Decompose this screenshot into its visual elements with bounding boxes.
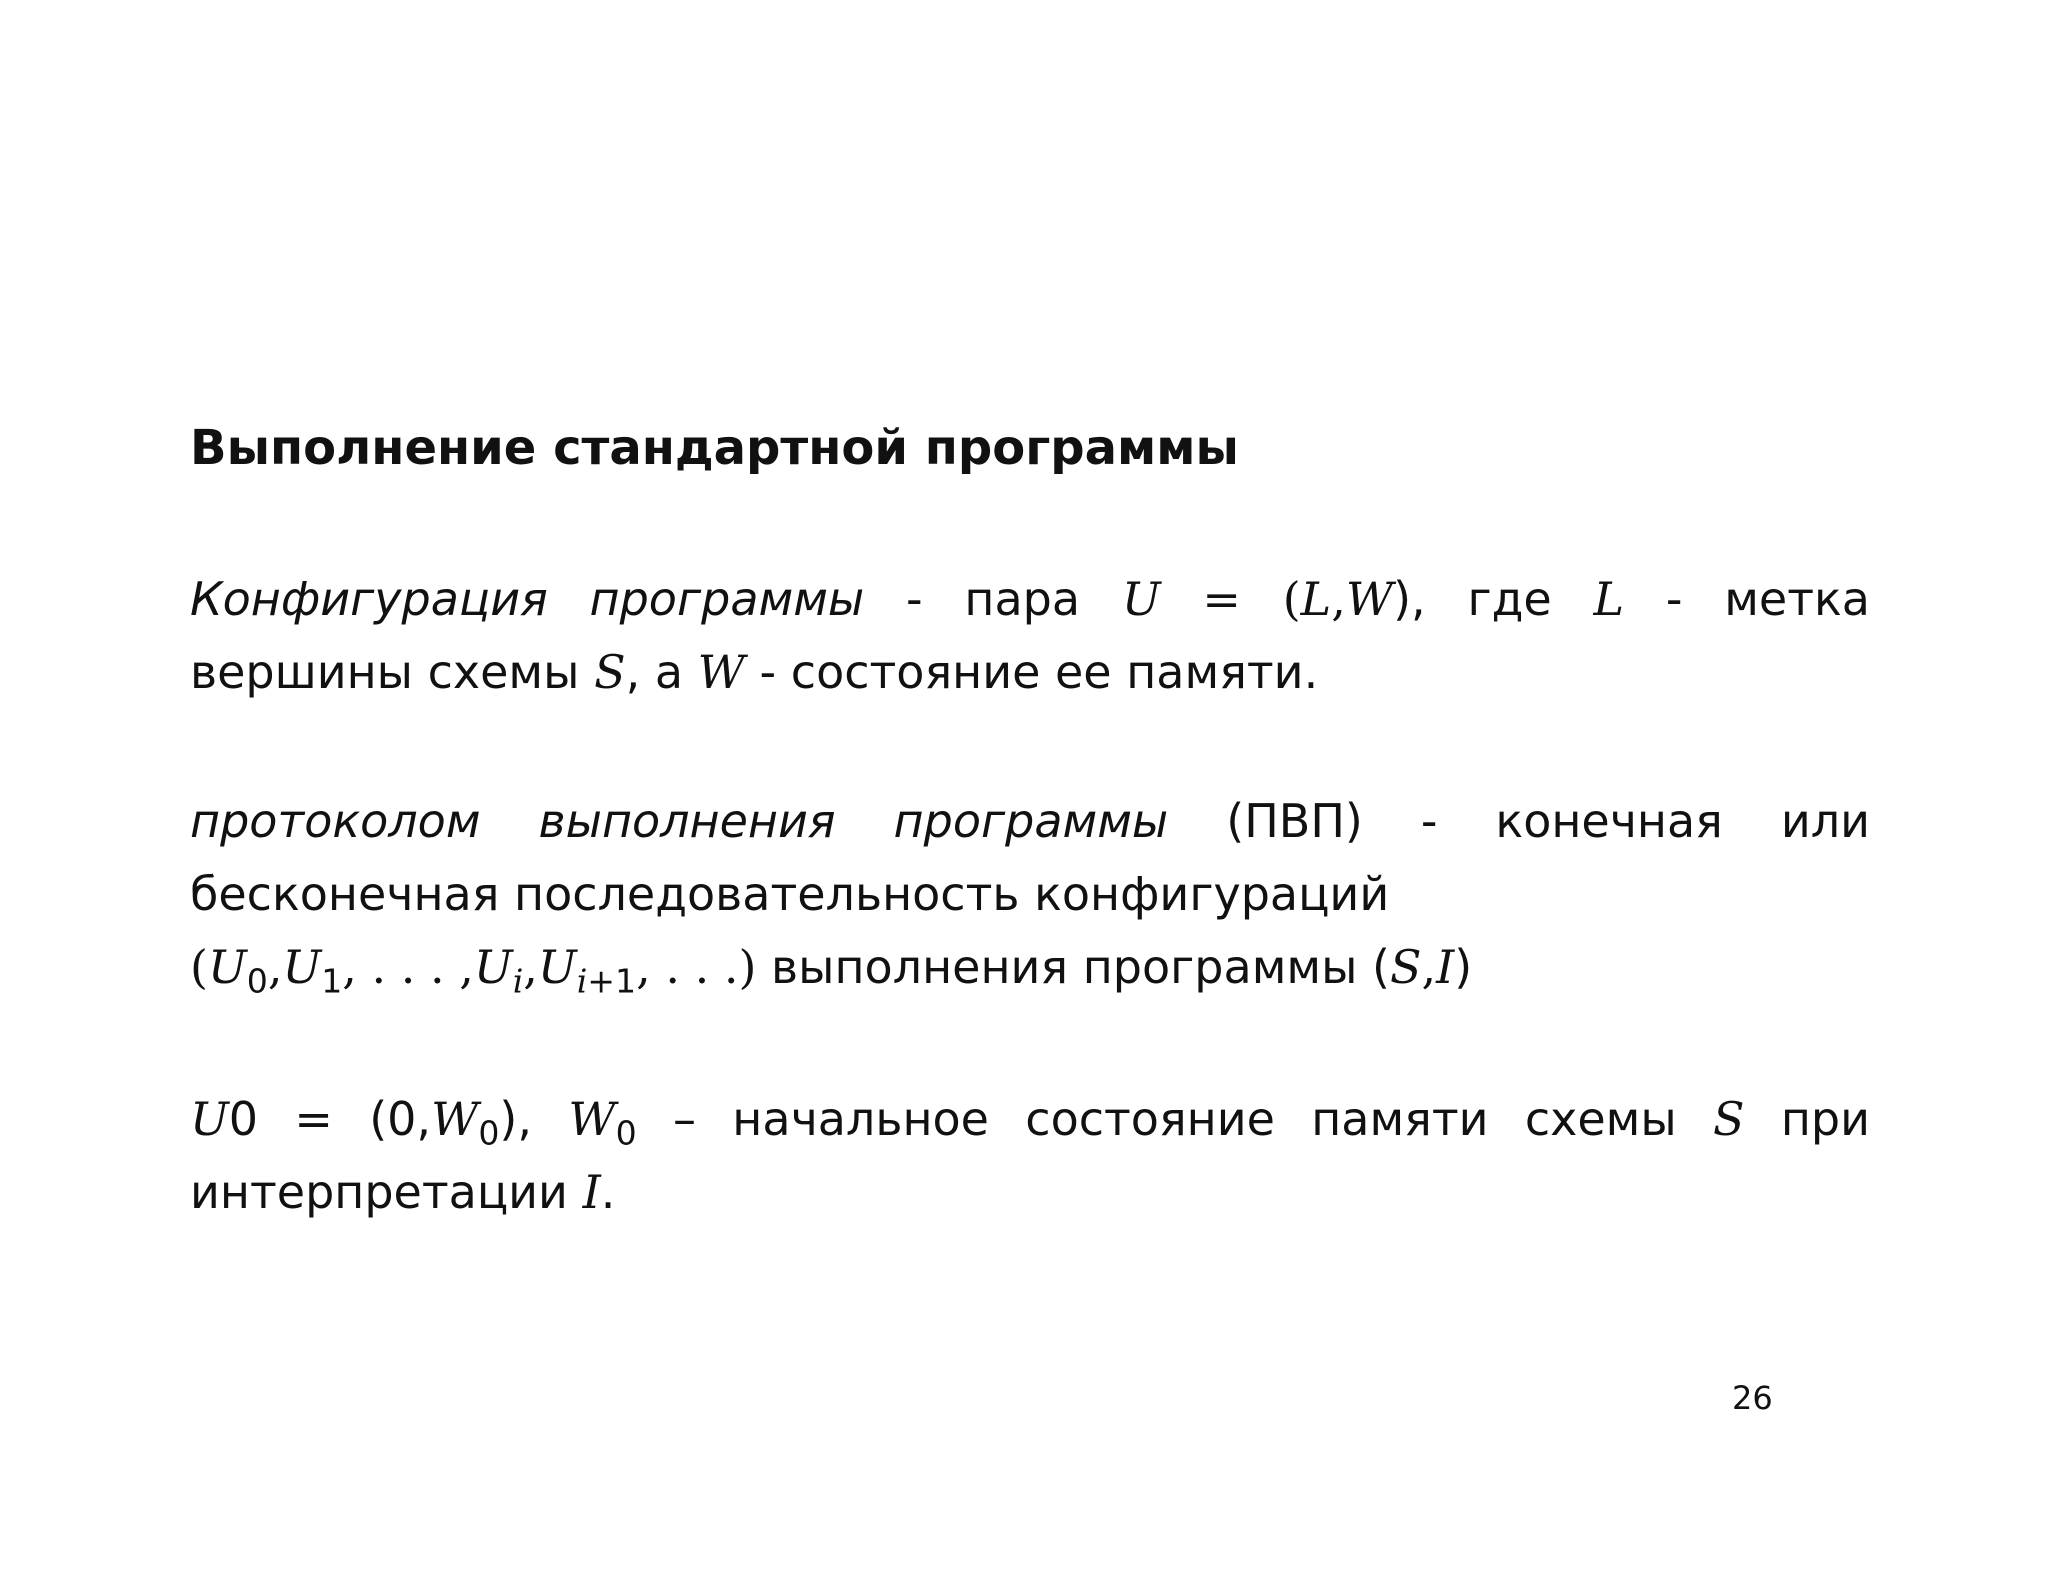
text: – начальное состояние памяти схемы (636, 1092, 1713, 1146)
paragraph-line (190, 931, 1870, 1004)
math-symbol: , . . . , (342, 940, 474, 994)
paragraph-line (190, 645, 1318, 699)
paragraph-line: бесконечная последовательность конфигураций (190, 867, 1390, 921)
text: ), где (1393, 572, 1594, 626)
math-symbol: ( (190, 940, 208, 994)
math-symbol: U (537, 940, 577, 994)
math-subscript (577, 961, 636, 1000)
text: вершины схемы (190, 645, 595, 699)
math-symbol: U (1121, 572, 1161, 626)
math-symbol: I (1436, 940, 1455, 994)
paragraph-initial-state (190, 1083, 1870, 1229)
math-symbol: i (576, 961, 588, 1001)
math-subscript: 0 (478, 1113, 500, 1153)
text: ), (499, 1092, 569, 1146)
math-subscript: 1 (321, 961, 343, 1001)
math-symbol: U (207, 940, 247, 994)
math-symbol: ) (738, 940, 757, 994)
math-symbol: , (1421, 940, 1437, 994)
slide-title: Выполнение стандартной программы (190, 420, 1239, 476)
math-symbol: U (473, 940, 513, 994)
math-symbol: L (1300, 572, 1332, 626)
math-symbol: , . . . (636, 940, 739, 994)
paragraph-line (190, 1156, 1870, 1229)
text: - пара (864, 572, 1122, 626)
paragraph-line (190, 1083, 1870, 1156)
paragraph-line (190, 563, 1870, 636)
paragraph-protocol (190, 785, 1870, 1004)
math-symbol: U (190, 1092, 229, 1146)
math-symbol: I (582, 1165, 601, 1219)
page-number: 26 (1732, 1379, 1773, 1417)
term-protocol: протоколом выполнения программы (190, 794, 1169, 848)
math-symbol: S (1389, 940, 1422, 994)
term-configuration: Конфигурация программы (190, 572, 865, 626)
math-symbol: W (431, 1092, 479, 1146)
text: , а (625, 645, 698, 699)
math-subscript: i (512, 961, 524, 1001)
math-subscript: 0 (615, 1113, 637, 1153)
math-symbol: U (282, 940, 322, 994)
text: 0 = (0, (228, 1092, 432, 1146)
math-subscript: 0 (246, 961, 268, 1001)
text: выполнения программы ( (756, 940, 1390, 994)
text: . (600, 1165, 616, 1219)
text: при (1744, 1092, 1870, 1146)
math-symbol: , (523, 940, 538, 994)
math-symbol: , (267, 940, 283, 994)
math-symbol: W (568, 1092, 616, 1146)
text: - метка (1624, 572, 1870, 626)
math-symbol: , (1331, 572, 1346, 626)
math-symbol: S (1713, 1092, 1745, 1146)
math-symbol: W (1345, 572, 1394, 626)
text: (ПВП) - конечная или (1168, 794, 1871, 848)
math-symbol: L (1593, 572, 1625, 626)
text: ) (1454, 940, 1473, 994)
paragraph-configuration (190, 563, 1870, 709)
text: интерпретации (190, 1165, 583, 1219)
math-symbol: S (594, 645, 626, 699)
math-symbol: = ( (1160, 572, 1301, 626)
math-symbol: +1 (587, 961, 637, 1001)
math-symbol: W (697, 645, 745, 699)
text: - состояние ее памяти. (744, 645, 1319, 699)
paragraph-line (190, 785, 1870, 858)
